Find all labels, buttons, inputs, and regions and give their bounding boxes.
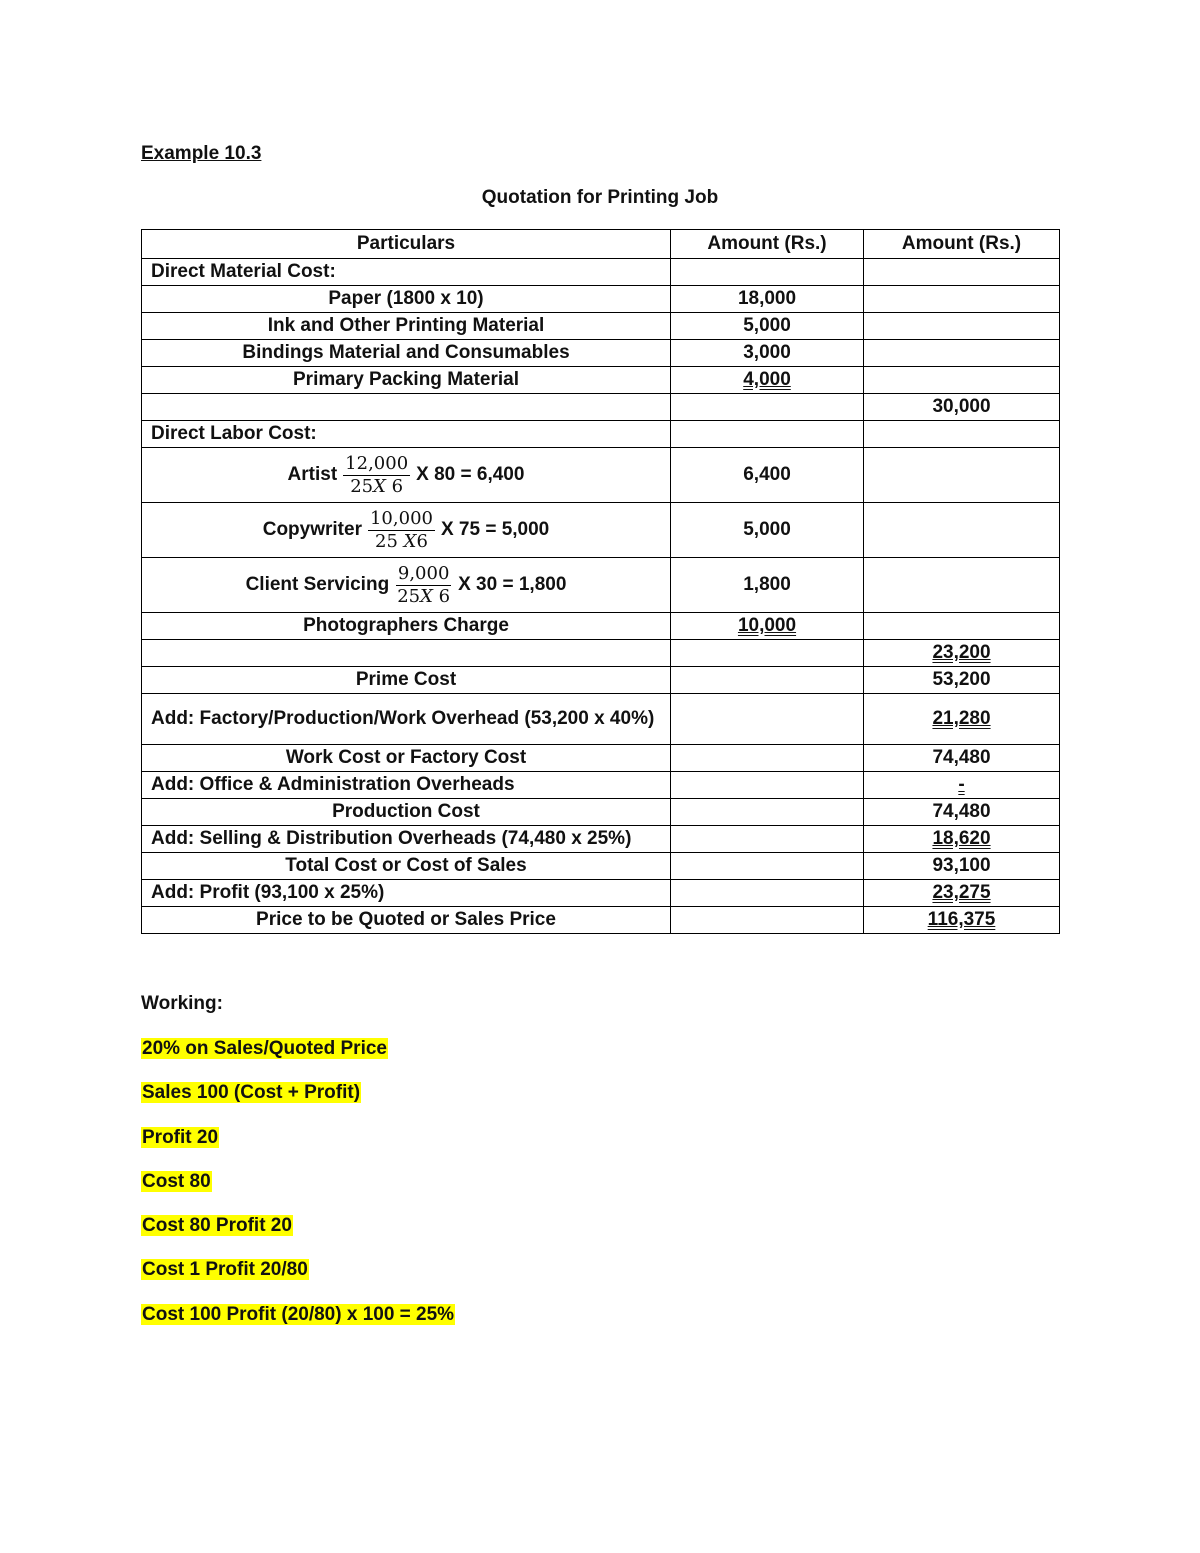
- table-row: [142, 799, 1060, 826]
- table-row: [142, 448, 1060, 503]
- artist-label: Artist: [287, 464, 338, 485]
- photographers-amount: 10,000: [737, 615, 797, 636]
- client-tail: X 30 = 1,800: [458, 574, 567, 595]
- table-row: [142, 367, 1060, 394]
- working-line: Profit 20: [142, 1126, 219, 1148]
- selling-overhead-amount: 18,620: [932, 828, 991, 849]
- header-amount-1: Amount (Rs.): [671, 230, 864, 259]
- table-row: [142, 394, 1060, 421]
- table-row: [142, 640, 1060, 667]
- list-item: [141, 1037, 455, 1081]
- bindings-label: Bindings Material and Consumables: [142, 340, 671, 367]
- table-row: [142, 667, 1060, 694]
- factory-overhead-amount: 21,280: [932, 708, 991, 729]
- quotation-table: [141, 229, 1060, 934]
- sales-price-amount: 116,375: [927, 909, 996, 930]
- list-item: [141, 1170, 455, 1214]
- copywriter-fraction: $\frac{10,000}{25 X6}$: [369, 507, 433, 552]
- sales-price-label: Price to be Quoted or Sales Price: [142, 907, 671, 934]
- table-row: [142, 826, 1060, 853]
- copywriter-label: Copywriter: [262, 519, 362, 540]
- list-item: [141, 1303, 455, 1347]
- bindings-amount: 3,000: [671, 340, 864, 367]
- artist-tail: X 80 = 6,400: [416, 464, 525, 485]
- working-line: Sales 100 (Cost + Profit): [142, 1082, 361, 1104]
- table-row: [142, 880, 1060, 907]
- client-amount: 1,800: [671, 558, 864, 613]
- table-row: [142, 286, 1060, 313]
- labor-total: 23,200: [932, 642, 991, 663]
- example-title: Example 10.3: [141, 143, 262, 164]
- client-formula: [142, 558, 671, 613]
- material-total: 30,000: [864, 394, 1060, 421]
- production-cost-label: Production Cost: [142, 799, 671, 826]
- document-title: Quotation for Printing Job: [481, 187, 719, 208]
- direct-labor-label: Direct Labor Cost:: [142, 421, 671, 448]
- table-row: [142, 503, 1060, 558]
- table-row: [142, 853, 1060, 880]
- packing-label: Primary Packing Material: [142, 367, 671, 394]
- office-overhead-amount: -: [958, 774, 965, 795]
- factory-overhead-label: Add: Factory/Production/Work Overhead (53,200 x 40%): [142, 694, 671, 745]
- copywriter-amount: 5,000: [671, 503, 864, 558]
- prime-cost-amount: 53,200: [864, 667, 1060, 694]
- total-cost-amount: 93,100: [864, 853, 1060, 880]
- client-label: Client Servicing: [245, 574, 390, 595]
- profit-amount: 23,275: [932, 882, 991, 903]
- working-list: [141, 1037, 455, 1347]
- working-line: Cost 80: [142, 1170, 211, 1192]
- direct-material-label: Direct Material Cost:: [142, 259, 671, 286]
- client-fraction: $\frac{9,000}{25X 6}$: [397, 562, 451, 607]
- profit-label: Add: Profit (93,100 x 25%): [142, 880, 671, 907]
- paper-label: Paper (1800 x 10): [142, 286, 671, 313]
- working-line: Cost 1 Profit 20/80: [142, 1259, 308, 1281]
- copywriter-formula: [142, 503, 671, 558]
- office-overhead-label: Add: Office & Administration Overheads: [142, 772, 671, 799]
- table-row: [142, 313, 1060, 340]
- prime-cost-label: Prime Cost: [142, 667, 671, 694]
- table-row: [142, 259, 1060, 286]
- production-cost-amount: 74,480: [864, 799, 1060, 826]
- artist-fraction: $\frac{12,000}{25X 6}$: [345, 452, 409, 497]
- ink-label: Ink and Other Printing Material: [142, 313, 671, 340]
- working-line: Cost 80 Profit 20: [142, 1215, 292, 1237]
- table-row: [142, 772, 1060, 799]
- list-item: [141, 1126, 455, 1170]
- table-row: [142, 340, 1060, 367]
- copywriter-tail: X 75 = 5,000: [440, 519, 550, 540]
- table-row: [142, 907, 1060, 934]
- ink-amount: 5,000: [671, 313, 864, 340]
- header-particulars: Particulars: [142, 230, 671, 259]
- photographers-label: Photographers Charge: [142, 613, 671, 640]
- working-line: Cost 100 Profit (20/80) x 100 = 25%: [142, 1303, 455, 1325]
- table-header-row: [142, 230, 1060, 259]
- working-line: 20% on Sales/Quoted Price: [142, 1038, 387, 1059]
- list-item: [141, 1081, 455, 1125]
- table-row: [142, 558, 1060, 613]
- working-title: Working:: [141, 993, 223, 1014]
- header-amount-2: Amount (Rs.): [864, 230, 1060, 259]
- packing-amount: 4,000: [743, 369, 791, 390]
- total-cost-label: Total Cost or Cost of Sales: [142, 853, 671, 880]
- work-cost-label: Work Cost or Factory Cost: [142, 745, 671, 772]
- work-cost-amount: 74,480: [864, 745, 1060, 772]
- table-row: [142, 745, 1060, 772]
- list-item: [141, 1258, 455, 1302]
- paper-amount: 18,000: [671, 286, 864, 313]
- table-row: [142, 694, 1060, 745]
- artist-amount: 6,400: [671, 448, 864, 503]
- table-row: [142, 613, 1060, 640]
- list-item: [141, 1214, 455, 1258]
- artist-formula: [142, 448, 671, 503]
- selling-overhead-label: Add: Selling & Distribution Overheads (74,480 x 25%): [142, 826, 671, 853]
- table-row: [142, 421, 1060, 448]
